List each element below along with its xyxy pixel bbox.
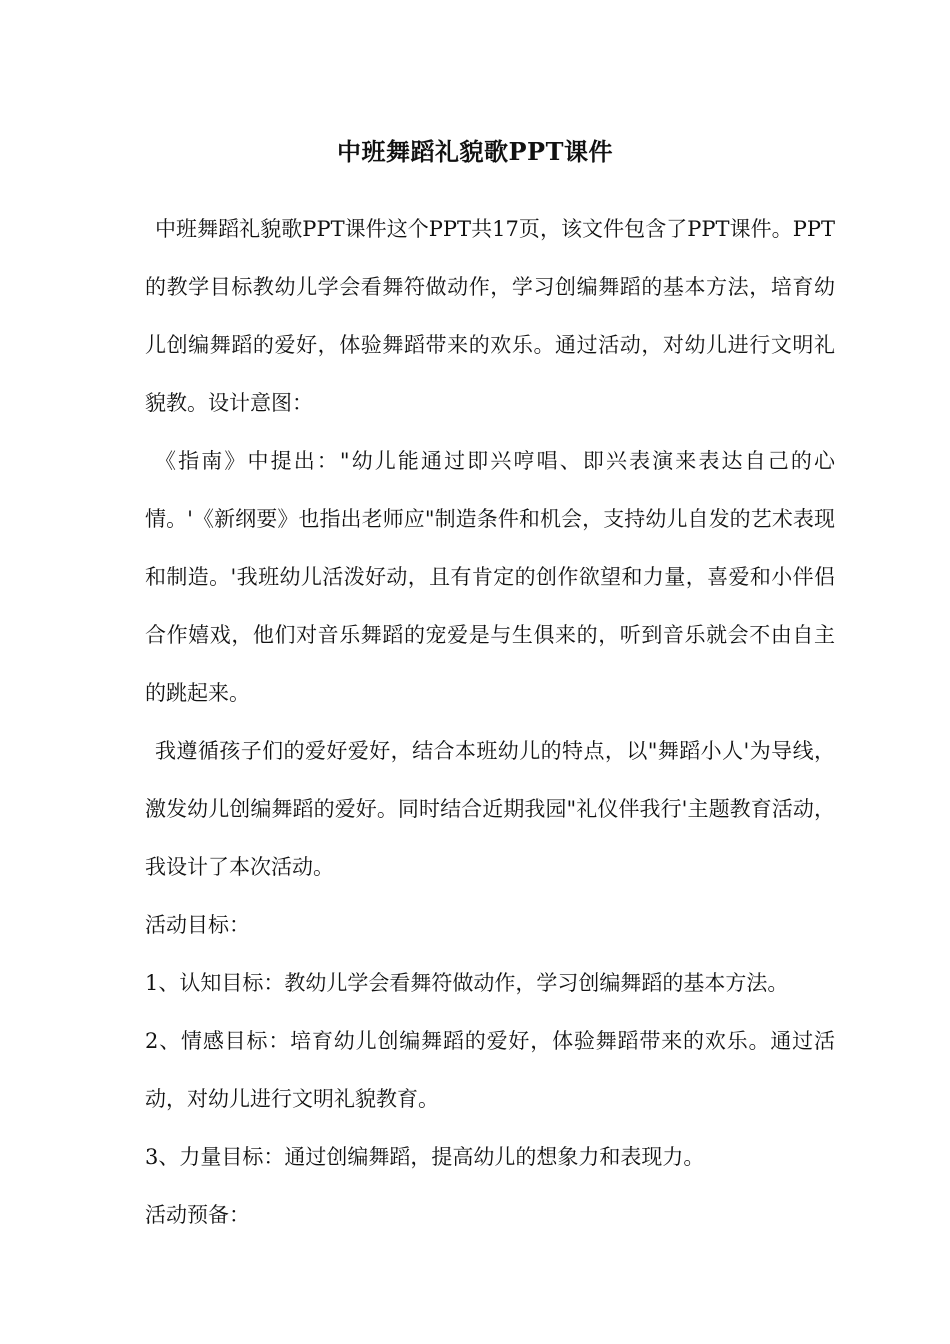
activity-preparation-heading: 活动预备： xyxy=(145,1203,250,1227)
activity-goals-heading: 活动目标： xyxy=(145,913,250,937)
design-paragraph: 我遵循孩子们的爱好爱好，结合本班幼儿的特点，以"舞蹈小人'为导线，激发幼儿创编舞蹈的爱好。同时结合近期我园"礼仪伴我行'主题教育活动，我设计了本次活动。 xyxy=(145,739,835,879)
document-body xyxy=(145,200,835,1244)
goal-item-2: 2、情感目标：培育幼儿创编舞蹈的爱好，体验舞蹈带来的欢乐。通过活动，对幼儿进行文明礼貌教育。 xyxy=(145,1029,835,1111)
intro-paragraph: 中班舞蹈礼貌歌PPT课件这个PPT共17页，该文件包含了PPT课件。PPT的教学目标教幼儿学会看舞符做动作，学习创编舞蹈的基本方法，培育幼儿创编舞蹈的爱好，体验舞蹈带来的欢乐。通过活动，对幼儿进行文明礼貌教。设计意图： xyxy=(145,217,835,415)
goal-item-1: 1、认知目标：教幼儿学会看舞符做动作，学习创编舞蹈的基本方法。 xyxy=(145,971,789,995)
guideline-paragraph: 《指南》中提出："幼儿能通过即兴哼唱、即兴表演来表达自己的心情。'《新纲要》也指出老师应"制造条件和机会，支持幼儿自发的艺术表现和制造。'我班幼儿活泼好动，且有肯定的创作欲望和力量，喜爱和小伴侣合作嬉戏，他们对音乐舞蹈的宠爱是与生俱来的，听到音乐就会不由自主的跳起来。 xyxy=(145,449,835,705)
document-title: 中班舞蹈礼貌歌PPT课件 xyxy=(337,137,613,166)
goal-item-3: 3、力量目标：通过创编舞蹈，提高幼儿的想象力和表现力。 xyxy=(145,1145,705,1169)
